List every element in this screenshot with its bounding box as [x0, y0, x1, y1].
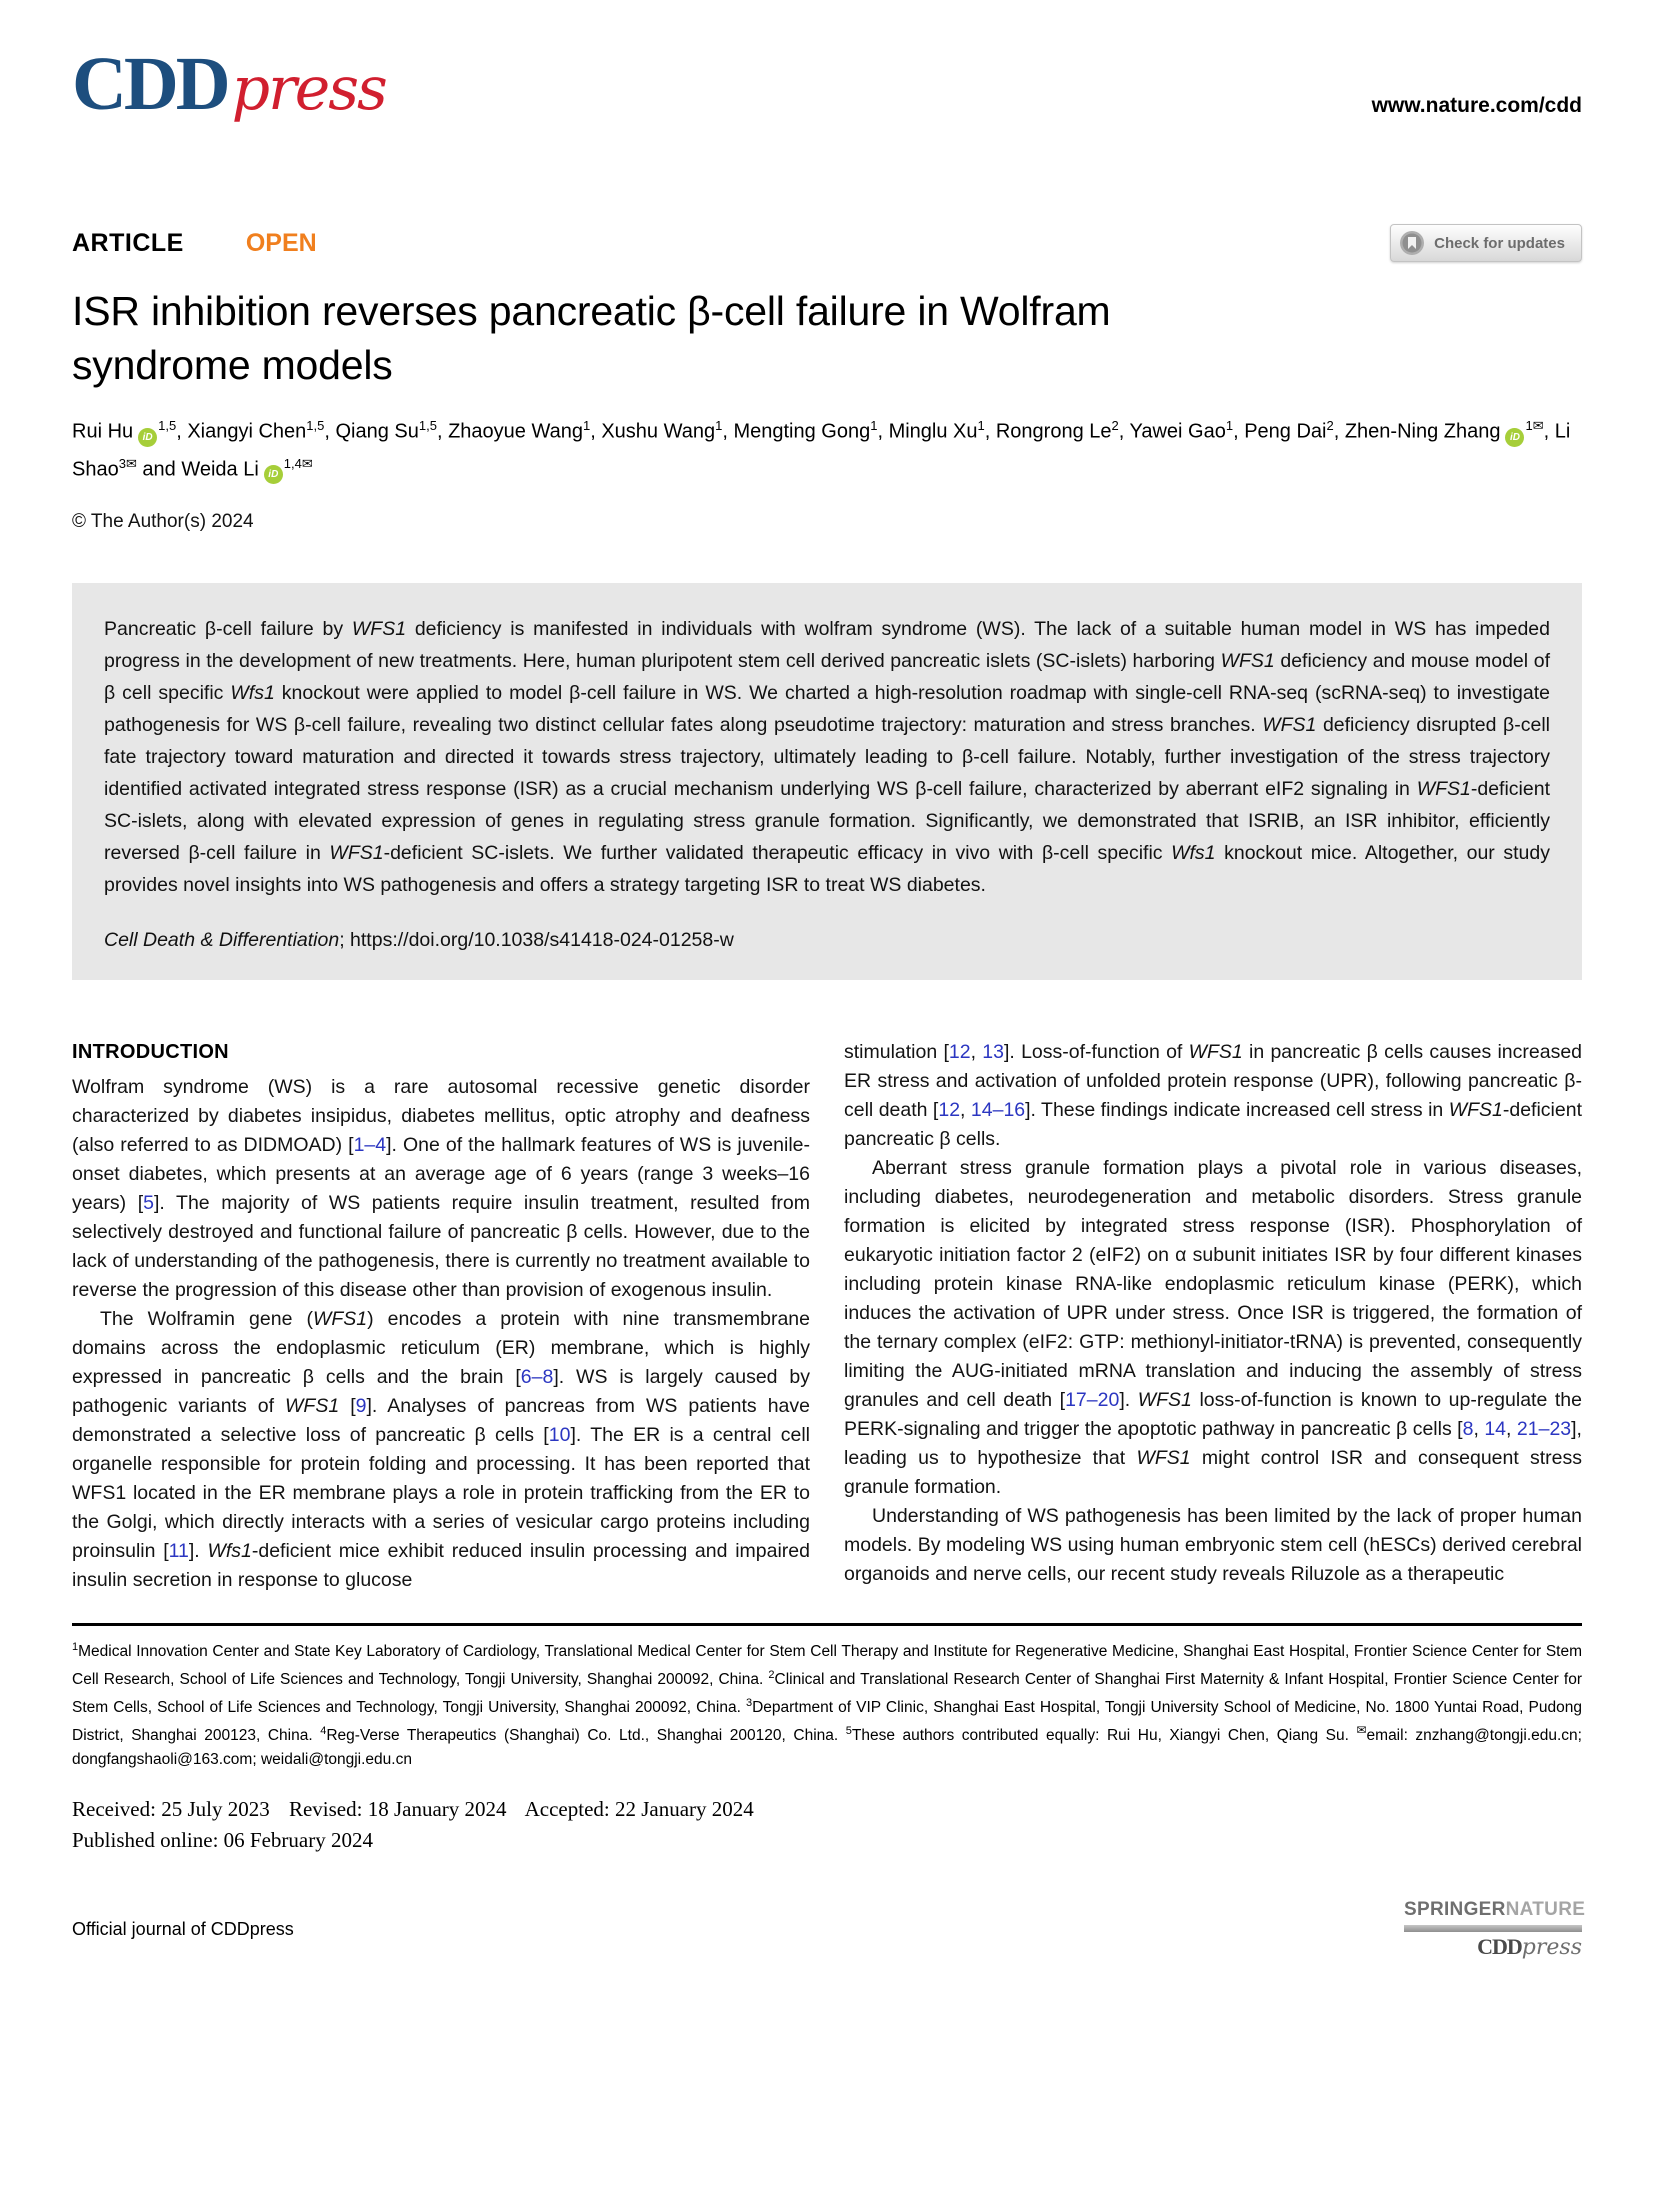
abstract-box [72, 583, 1582, 980]
paragraph [844, 1038, 1582, 1154]
text-run: , Xushu Wang [590, 420, 716, 443]
text-run: Reg-Verse Therapeutics (Shanghai) Co. Ltd., Shanghai 200120, China. [326, 1727, 846, 1745]
article-title-line1: ISR inhibition reverses pancreatic β-cell failure in Wolfram [72, 288, 1111, 334]
text-run: ], leading us to hypothesize that [844, 1418, 1582, 1470]
citation-link[interactable]: 9 [355, 1395, 367, 1418]
journal-url-link[interactable]: www.nature.com/cdd [1371, 94, 1582, 117]
citation-link[interactable]: 17–20 [1065, 1389, 1120, 1412]
text-run: -deficient mice exhibit reduced insulin processing and impaired insulin secretion in response to glucose [72, 1540, 810, 1592]
text-run: Department of VIP Clinic, Shanghai East Hospital, Tongji University School of Medicine, No. 1800 Yuntai Road, Pudong District, Shanghai 200123, China. [72, 1698, 1582, 1745]
open-access-label: OPEN [245, 228, 317, 257]
footnote-divider [72, 1623, 1582, 1626]
orcid-icon[interactable]: iD [138, 428, 157, 447]
superscript-marker: 2 [1326, 418, 1334, 433]
text-run: in pancreatic β cells causes increased ER stress and activation of unfolded protein response (UPR), following pancreatic β-cell death [ [844, 1041, 1583, 1122]
text-run: , Peng Dai [1233, 420, 1327, 443]
text-run: deficiency and mouse model of β cell specific [104, 650, 1550, 705]
received-date: Received: 25 July 2023 [72, 1797, 270, 1822]
citation-link[interactable]: 1–4 [353, 1134, 387, 1157]
italic-term: Wfs1 [207, 1540, 252, 1563]
text-run: deficiency is manifested in individuals with wolfram syndrome (WS). The lack of a suitable human model in WS has impeded progress in the development of new treatments. Here, human pluripotent stem cell derived pancreatic islets (SC-islets) harboring [104, 618, 1550, 673]
text-run: , Minglu Xu [877, 420, 978, 443]
text-run: , [970, 1041, 983, 1064]
article-kicker-row [72, 224, 1582, 262]
italic-term: WFS1 [1137, 1389, 1192, 1412]
text-run: Wolfram syndrome (WS) is a rare autosomal recessive genetic disorder characterized by diabetes insipidus, diabetes mellitus, optic atrophy and deafness (also referred to as DIDMOAD) [ [72, 1076, 810, 1157]
text-run: ]. [1119, 1389, 1138, 1412]
cddpress-logo[interactable] [72, 42, 386, 126]
superscript-marker: 5 [845, 1725, 852, 1738]
text-run: The Wolframin gene ( [100, 1308, 313, 1331]
paragraph [72, 1305, 810, 1595]
text-run: Aberrant stress granule formation plays a pivotal role in various diseases, including diabetes, neurodegeneration and metabolic disorders. Stress granule formation is elicited by integrated stress response (ISR). Phosphorylation of eukaryotic initiation factor 2 (eIF2) on α subunit initiates ISR by four different kinases including protein kinase RNA-like endoplasmic reticulum kinase (PERK), which induces the activation of UPR under stress. Once ISR is triggered, the formation of the ternary complex (eIF2: GTP: methionyl-initiator-tRNA) is prevented, consequently limiting the AUG-initiated mRNA translation and inducing the assembly of stress granules and cell death [ [844, 1157, 1582, 1412]
paragraph [844, 1154, 1582, 1502]
nature-wordmark: NATURE [1505, 1899, 1586, 1921]
revised-date: Revised: 18 January 2024 [288, 1797, 507, 1822]
text-run: ]. Loss-of-function of [1003, 1041, 1189, 1064]
italic-term: Cell Death & Differentiation [104, 929, 340, 952]
text-run: These authors contributed equally: Rui Hu, Xiangyi Chen, Qiang Su. [851, 1727, 1357, 1745]
text-run: , Yawei Gao [1118, 420, 1226, 443]
text-run: , Zhen-Ning Zhang [1333, 420, 1501, 443]
cddpress-logo-press: press [231, 54, 386, 124]
paragraph [72, 1073, 810, 1305]
citation-link[interactable]: 8 [1462, 1418, 1474, 1441]
superscript-marker: 1 [1525, 418, 1533, 433]
text-run: , [960, 1099, 971, 1122]
affiliations-footnote [72, 1636, 1582, 1771]
published-date: Published online: 06 February 2024 [72, 1828, 373, 1853]
superscript-marker: 1 [72, 1641, 79, 1654]
text-run: Pancreatic β-cell failure by [104, 618, 352, 641]
text-run: ]. The majority of WS patients require insulin treatment, resulted from selectively destroyed and functional failure of pancreatic β cells. However, due to the lack of understanding of the pathogenesis, there is currently no treatment available to reverse the progression of this disease other than provision of exogenous insulin. [72, 1192, 811, 1302]
article-title-line2: syndrome models [72, 342, 393, 388]
springer-nature-wordmark [1404, 1899, 1586, 1921]
text-run: ]. WS is largely caused by pathogenic variants of [72, 1366, 810, 1418]
superscript-marker: 1 [977, 418, 985, 433]
copyright-line: © The Author(s) 2024 [72, 511, 254, 533]
abstract-text [104, 613, 1550, 901]
cddpress-logo-cdd: CDD [72, 42, 228, 126]
text-run: , Qiang Su [324, 420, 419, 443]
springer-nature-bar [1404, 1925, 1582, 1932]
citation-link[interactable]: 6–8 [520, 1366, 554, 1389]
superscript-marker: 2 [1111, 418, 1119, 433]
text-run: , Mengting Gong [722, 420, 871, 443]
citation-link[interactable]: 11 [168, 1540, 189, 1563]
text-run: Rui Hu [72, 420, 134, 443]
citation-link[interactable]: 14–16 [970, 1099, 1026, 1122]
text-run: loss-of-function is known to up-regulate the PERK-signaling and trigger the apoptotic pathway in pancreatic β cells [ [844, 1389, 1582, 1441]
citation-link[interactable]: 13 [982, 1041, 1004, 1064]
citation-link[interactable]: 10 [548, 1424, 571, 1447]
text-run: Understanding of WS pathogenesis has been limited by the lack of proper human models. By modeling WS using human embryonic stem cell (hESCs) derived cerebral organoids and nerve cells, our recent study reveals Riluzole as a therapeutic [844, 1505, 1582, 1586]
text-run: ]. The ER is a central cell organelle responsible for protein folding and processing. It has been reported that WFS1 located in the ER membrane plays a role in protein trafficking from the ER to the Golgi, which directly interacts with a series of vesicular cargo proteins including proinsulin [ [72, 1424, 810, 1563]
italic-term: WFS1 [1448, 1099, 1503, 1122]
text-run: , Zhaoyue Wang [436, 420, 583, 443]
email-icon[interactable]: ✉ [1356, 1723, 1367, 1738]
accepted-date: Accepted: 22 January 2024 [524, 1797, 754, 1822]
superscript-marker: 1 [870, 418, 878, 433]
text-run: ) encodes a protein with nine transmembrane domains across the endoplasmic reticulum (ER) membrane, which is highly expressed in pancreatic β cells and the brain [ [72, 1308, 810, 1389]
italic-term: Wfs1 [230, 682, 275, 705]
text-run: deficiency disrupted β-cell fate trajectory toward maturation and directed it towards stress trajectory, ultimately leading to β-cell failure. Notably, further investigation of the stress trajectory identified activated integrated stress response (ISR) as a crucial mechanism underlying WS β-cell failure, characterized by aberrant eIF2 signaling in [104, 714, 1550, 801]
superscript-marker: 1,5 [306, 418, 325, 433]
text-run: ]. One of the hallmark features of WS is juvenile-onset diabetes, which presents at an average age of 6 years (range 3 weeks–16 years) [ [72, 1134, 810, 1215]
text-run: -deficient SC-islets, along with elevated expression of genes in regulating stress granule formation. Significantly, we demonstrated that ISRIB, an ISR inhibitor, efficiently reversed β-cell failure in [104, 778, 1550, 865]
text-run: ]. Analyses of pancreas from WS patients have demonstrated a selective loss of pancreatic β cells [ [72, 1395, 810, 1447]
superscript-marker: 2 [768, 1668, 775, 1681]
superscript-marker: 1,5 [418, 418, 437, 433]
superscript-marker: 3 [745, 1696, 753, 1709]
springer-wordmark: SPRINGER [1404, 1899, 1506, 1921]
text-run: , [1473, 1418, 1485, 1441]
email-icon[interactable]: ✉ [125, 455, 137, 471]
email-icon[interactable]: ✉ [301, 455, 313, 471]
body-columns [72, 1038, 1582, 1595]
text-run: , Rongrong Le [984, 420, 1112, 443]
italic-term: WFS1 [1136, 1447, 1191, 1470]
superscript-marker: 1,4 [283, 455, 302, 471]
text-run: , Xiangyi Chen [176, 420, 307, 443]
crossmark-icon [1399, 230, 1425, 256]
superscript-marker: 1 [715, 418, 723, 433]
text-run: ]. [188, 1540, 208, 1563]
text-run: Clinical and Translational Research Center of Shanghai First Maternity & Infant Hospital, Frontier Science Center for Stem Cells, School of Life Sciences and Technology, Tongji University, Shanghai 200092, China. [72, 1671, 1582, 1716]
orcid-icon[interactable]: iD [264, 465, 283, 484]
cddpress-footer-cdd: CDD [1477, 1934, 1522, 1960]
italic-term: Wfs1 [1171, 842, 1216, 865]
abstract-citation[interactable] [104, 929, 1550, 952]
superscript-marker: 3 [118, 455, 126, 471]
springer-nature-logo [1404, 1899, 1586, 1961]
text-run: knockout mice. Altogether, our study provides novel insights into WS pathogenesis and offers a strategy targeting ISR to treat WS diabetes. [104, 842, 1550, 897]
official-journal-label: Official journal of CDDpress [72, 1919, 294, 1940]
orcid-icon[interactable]: iD [1505, 428, 1524, 447]
italic-term: WFS1 [312, 1308, 368, 1331]
superscript-marker: 1 [582, 418, 591, 433]
text-run: -deficient SC-islets. We further validated therapeutic efficacy in vivo with β-cell specific [383, 842, 1172, 865]
introduction-heading: INTRODUCTION [72, 1041, 229, 1064]
text-run: email: znzhang@tongji.edu.cn; dongfangshaoli@163.com; weidali@tongji.edu.cn [72, 1727, 1582, 1768]
text-run: , Li Shao [72, 420, 1571, 481]
article-title [72, 284, 1582, 392]
italic-term: WFS1 [329, 842, 384, 865]
italic-term: WFS1 [1220, 650, 1275, 673]
italic-term: WFS1 [1262, 714, 1317, 737]
text-run: -deficient pancreatic β cells. [844, 1099, 1582, 1151]
left-column [72, 1038, 810, 1595]
citation-link[interactable]: 12 [938, 1099, 961, 1122]
citation-link[interactable]: 21–23 [1516, 1418, 1572, 1441]
paragraph [844, 1502, 1582, 1589]
superscript-marker: 4 [320, 1725, 327, 1738]
cddpress-footer-press: press [1521, 1935, 1582, 1961]
superscript-marker: 1 [1225, 418, 1234, 433]
text-run: , [1506, 1418, 1517, 1441]
italic-term: WFS1 [1188, 1041, 1243, 1064]
text-run: ]. These findings indicate increased cell stress in [1025, 1099, 1449, 1122]
email-icon[interactable]: ✉ [1532, 418, 1544, 433]
page-footer [72, 1899, 1586, 1961]
citation-link[interactable]: 14 [1484, 1418, 1507, 1441]
text-run: ; https://doi.org/10.1038/s41418-024-01258-w [339, 929, 734, 952]
italic-term: WFS1 [1416, 778, 1471, 801]
citation-link[interactable]: 12 [948, 1041, 971, 1064]
italic-term: WFS1 [351, 618, 407, 641]
article-type-label: ARTICLE [72, 228, 184, 257]
masthead [72, 30, 1582, 126]
check-for-updates-label: Check for updates [1434, 234, 1565, 252]
text-run: might control ISR and consequent stress granule formation. [844, 1447, 1582, 1499]
right-column [844, 1038, 1582, 1595]
italic-term: WFS1 [285, 1395, 340, 1418]
text-run: [ [339, 1395, 356, 1418]
citation-link[interactable]: 5 [143, 1192, 155, 1215]
text-run: and Weida Li [136, 458, 259, 481]
check-for-updates-button[interactable] [1390, 224, 1582, 262]
superscript-marker: 1,5 [158, 418, 177, 433]
text-run: stimulation [ [844, 1041, 949, 1064]
text-run: Medical Innovation Center and State Key Laboratory of Cardiology, Translational Medical Center for Stem Cell Therapy and Institute for Regenerative Medicine, Shanghai East Hospital, Frontier Science Center for Stem Cell Research, School of Life Sciences and Technology, Tongji University, Shanghai 200092, China. [72, 1643, 1582, 1689]
text-run: knockout were applied to model β-cell failure in WS. We charted a high-resolution roadmap with single-cell RNA-seq (scRNA-seq) to investigate pathogenesis for WS β-cell failure, revealing two distinct cellular fates along pseudotime trajectory: maturation and stress branches. [104, 682, 1550, 737]
cddpress-footer-logo [1404, 1935, 1582, 1960]
history-dates [72, 1797, 1582, 1822]
author-list [72, 410, 1582, 485]
